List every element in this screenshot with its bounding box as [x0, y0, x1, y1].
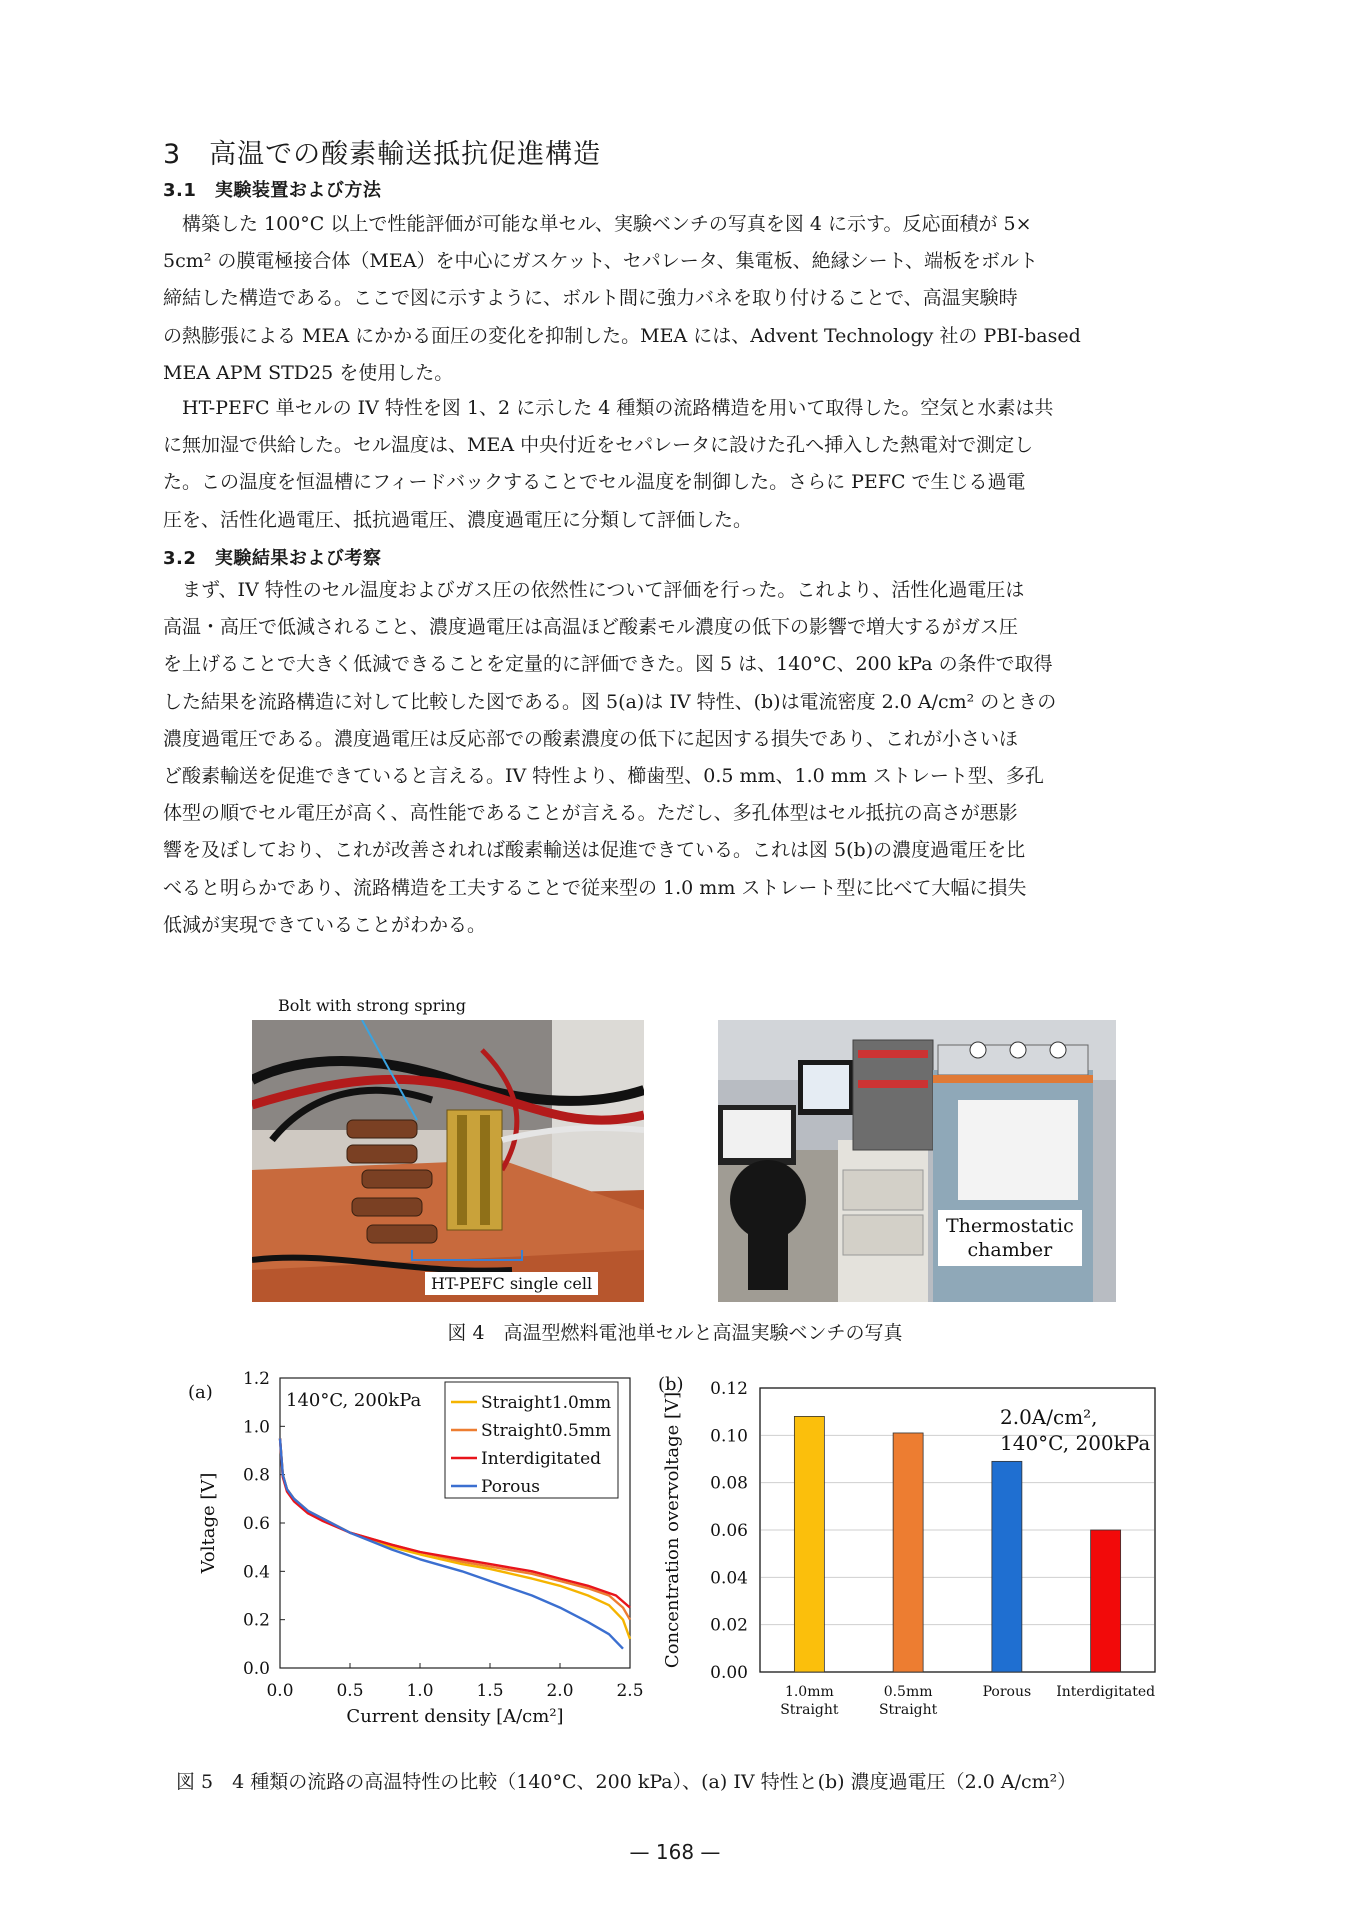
x-tick-label: 1.5: [476, 1681, 504, 1701]
thermostatic-chamber-label: [938, 1210, 1082, 1266]
paragraph-line: た。この温度を恒温槽にフィードバックすることでセル温度を制御した。さらに PEFC で生じる過電: [163, 471, 1026, 494]
x-tick-label: 1.0: [406, 1681, 434, 1701]
panel-label: (a): [188, 1382, 213, 1403]
bar: [893, 1433, 923, 1672]
bar: [1091, 1530, 1121, 1672]
y-tick-label: 0.4: [242, 1562, 270, 1583]
figure-4-caption: 図 4 高温型燃料電池単セルと高温実験ベンチの写真: [447, 1322, 903, 1344]
legend-label: Porous: [481, 1477, 541, 1497]
panel-label: (b): [658, 1374, 684, 1395]
chamber-label-line-1: Thermostatic: [946, 1215, 1074, 1237]
paragraph-line: 体型の順でセル電圧が高く、高性能であることが言える。ただし、多孔体型はセル抵抗の高さが悪影: [163, 802, 1018, 825]
paragraph-2: [163, 390, 1185, 539]
paragraph-3: [163, 572, 1185, 944]
x-axis-label: Current density [A/cm²]: [346, 1706, 564, 1727]
paragraph-line: 濃度過電圧である。濃度過電圧は反応部での酸素濃度の低下に起因する損失であり、これが小さいほ: [163, 727, 1019, 750]
x-category-label: Straight: [878, 1702, 938, 1718]
x-category-label: 1.0mm: [784, 1684, 834, 1700]
chamber-label-line-2: chamber: [967, 1239, 1053, 1261]
chart-annotation-line-2: 140°C, 200kPa: [1000, 1431, 1151, 1455]
y-tick-label: 0.06: [710, 1521, 748, 1541]
y-tick-label: 0.02: [710, 1615, 748, 1636]
paragraph-line: 高温・高圧で低減されること、濃度過電圧は高温ほど酸素モル濃度の低下の影響で増大するがガス圧: [163, 616, 1019, 639]
paragraph-line: した結果を流路構造に対して比較した図である。図 5(a)は IV 特性、(b)は電流密度 2.0 A/cm² のときの: [163, 690, 1057, 713]
bar: [794, 1416, 824, 1672]
y-tick-label: 0.00: [710, 1663, 748, 1683]
page-number: — 168 —: [629, 1840, 721, 1864]
y-tick-label: 0.8: [242, 1465, 270, 1486]
y-tick-label: 1.0: [242, 1417, 270, 1438]
paragraph-line: ど酸素輸送を促進できていると言える。IV 特性より、櫛歯型、0.5 mm、1.0 mm ストレート型、多孔: [163, 764, 1044, 787]
y-tick-label: 0.10: [710, 1426, 748, 1447]
y-tick-label: 0.6: [242, 1514, 270, 1534]
paragraph-line: 響を及ぼしており、これが改善されれば酸素輸送は促進できている。これは図 5(b)の濃度過電圧を比: [163, 839, 1026, 862]
x-tick-label: 0.5: [336, 1681, 364, 1701]
y-axis-label: Concentration overvoltage [V]: [662, 1391, 683, 1669]
subsection-title-3-2: 3.2 実験結果および考察: [163, 548, 382, 569]
x-category-label: Interdigitated: [1056, 1684, 1156, 1700]
x-tick-label: 2.0: [546, 1681, 574, 1701]
y-axis-label: Voltage [V]: [198, 1472, 219, 1574]
y-tick-label: 0.12: [710, 1379, 748, 1399]
chart-annotation-line-1: 2.0A/cm²,: [1000, 1405, 1098, 1429]
paragraph-line: に無加湿で供給した。セル温度は、MEA 中央付近をセパレータに設けた孔へ挿入した熱電対で測定し: [163, 434, 1034, 457]
figure-5-caption: 図 5 4 種類の流路の高温特性の比較（140°C、200 kPa）、(a) IV 特性と(b) 濃度過電圧（2.0 A/cm²）: [176, 1771, 1077, 1793]
y-tick-label: 0.2: [242, 1610, 270, 1631]
legend-label: Straight1.0mm: [481, 1393, 612, 1413]
y-tick-label: 1.2: [242, 1369, 270, 1389]
chart-annotation: 140°C, 200kPa: [286, 1390, 422, 1411]
y-tick-label: 0.04: [710, 1568, 748, 1589]
x-category-label: 0.5mm: [883, 1684, 933, 1700]
y-tick-label: 0.08: [710, 1473, 748, 1494]
x-tick-label: 0.0: [266, 1681, 294, 1701]
paragraph-line: 締結した構造である。ここで図に示すように、ボルト間に強力バネを取り付けることで、高温実験時: [163, 287, 1018, 310]
paragraph-line: を上げることで大きく低減できることを定量的に評価できた。図 5 は、140°C、200 kPa の条件で取得: [163, 653, 1053, 676]
subsection-title-3-1: 3.1 実験装置および方法: [163, 180, 382, 201]
x-tick-label: 2.5: [616, 1681, 644, 1701]
single-cell-photo: [252, 1020, 644, 1302]
x-category-label: Porous: [982, 1684, 1032, 1700]
paragraph-line: 5cm² の膜電極接合体（MEA）を中心にガスケット、セパレータ、集電板、絶縁シート、端板をボルト: [163, 250, 1038, 273]
iv-characteristic-chart: [180, 1368, 650, 1748]
concentration-overvoltage-chart: [650, 1368, 1170, 1748]
paragraph-1: [163, 206, 1185, 392]
legend-label: Straight0.5mm: [481, 1421, 612, 1441]
single-cell-label: HT-PEFC single cell: [425, 1272, 598, 1295]
paragraph-line: まず、IV 特性のセル温度およびガス圧の依然性について評価を行った。これより、活性化過電圧は: [182, 579, 1025, 601]
paragraph-line: の熱膨張による MEA にかかる面圧の変化を抑制した。MEA には、Advent Technology 社の PBI-based: [163, 324, 1081, 347]
single-cell-photo-illustration: [252, 1020, 644, 1302]
paragraph-line: べると明らかであり、流路構造を工夫することで従来型の 1.0 mm ストレート型に比べて大幅に損失: [163, 876, 1027, 899]
paragraph-line: 圧を、活性化過電圧、抵抗過電圧、濃度過電圧に分類して評価した。: [163, 508, 753, 531]
paragraph-line: 構築した 100°C 以上で性能評価が可能な単セル、実験ベンチの写真を図 4 に示す。反応面積が 5×: [182, 213, 1032, 235]
legend-label: Interdigitated: [481, 1449, 602, 1469]
paragraph-line: MEA APM STD25 を使用した。: [163, 361, 454, 384]
y-tick-label: 0.0: [242, 1659, 270, 1679]
section-title: 3 高温での酸素輸送抵抗促進構造: [163, 139, 602, 170]
paragraph-line: HT-PEFC 単セルの IV 特性を図 1、2 に示した 4 種類の流路構造を用いて取得した。空気と水素は共: [182, 397, 1054, 419]
bar: [992, 1461, 1022, 1672]
bolt-spring-label: Bolt with strong spring: [272, 994, 472, 1017]
x-category-label: Straight: [780, 1702, 839, 1718]
paragraph-line: 低減が実現できていることがわかる。: [163, 913, 487, 936]
